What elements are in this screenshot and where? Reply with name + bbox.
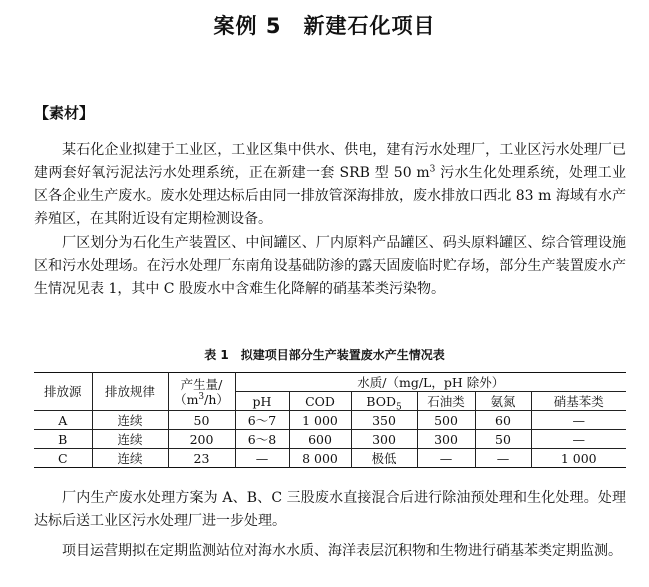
cubic-superscript: 3: [429, 164, 436, 175]
cell-pattern: 连续: [92, 449, 168, 468]
header-bod: [351, 392, 417, 411]
cell-oil: 300: [417, 430, 475, 449]
cell-cod: 600: [289, 430, 351, 449]
cell-source: B: [34, 430, 92, 449]
cell-ph: 6～7: [235, 411, 289, 430]
header-flow: [168, 373, 235, 411]
header-cod: COD: [289, 392, 351, 411]
header-oil: 石油类: [417, 392, 475, 411]
paragraph-4-text: 项目运营期拟在定期监测站位对海水水质、海洋表层沉积物和生物进行硝基苯类定期监测。: [62, 543, 622, 559]
cell-pattern: 连续: [92, 411, 168, 430]
paragraph-1: [34, 139, 626, 231]
header-ph: pH: [235, 392, 289, 411]
cell-nitro: 1 000: [531, 449, 626, 468]
header-bod-sub: 5: [395, 402, 402, 412]
cell-flow: 23: [168, 449, 235, 468]
header-flow-unit-b: /h）: [204, 391, 229, 407]
cell-flow: 200: [168, 430, 235, 449]
cell-cod: 1 000: [289, 411, 351, 430]
cell-bod: 300: [351, 430, 417, 449]
cell-bod: 极低: [351, 449, 417, 468]
cell-bod: 350: [351, 411, 417, 430]
header-flow-unit-sup: 3: [198, 391, 205, 402]
cell-nitro: —: [531, 430, 626, 449]
paragraph-1-text-a: 某石化企业拟建于工业区，工业区集中供水、供电，建有污水处理厂，工业区污水处理厂已建两套好氧污泥法污水处理系统，正在新建一套 SRB 型 50 m: [34, 142, 626, 181]
paragraph-2-text: 厂区划分为石化生产装置区、中间罐区、厂内原料产品罐区、码头原料罐区、综合管理设施区和污水处理场。在污水处理厂东南角设基础防渗的露天固废临时贮存场，部分生产装置废水产生情况见表 1，其中 C 股废水中含难生化降解的硝基苯类污染物。: [34, 235, 626, 297]
header-ammonia: 氨氮: [475, 392, 531, 411]
cell-oil: 500: [417, 411, 475, 430]
paragraph-2: [34, 232, 626, 301]
header-quality: 水质/（mg/L，pH 除外）: [235, 373, 626, 392]
cell-nitro: —: [531, 411, 626, 430]
paragraph-3-text: 厂内生产废水处理方案为 A、B、C 三股废水直接混合后进行除油预处理和生化处理。处理达标后送工业区污水处理厂进一步处理。: [34, 490, 626, 529]
cell-ph: 6～8: [235, 430, 289, 449]
table-row: [34, 411, 626, 430]
cell-pattern: 连续: [92, 430, 168, 449]
table-caption: 表 1 拟建项目部分生产装置废水产生情况表: [204, 348, 445, 362]
wastewater-table: [34, 372, 626, 468]
paragraph-4: [34, 540, 626, 563]
cell-oil: —: [417, 449, 475, 468]
cell-source: C: [34, 449, 92, 468]
page-title: 案例 5 新建石化项目: [213, 14, 436, 38]
header-pattern: 排放规律: [92, 373, 168, 411]
cell-flow: 50: [168, 411, 235, 430]
paragraph-3: [34, 487, 626, 533]
header-flow-line1: 产生量/: [180, 376, 223, 392]
paragraph-1-text-b: 污水生化处理系统，处理工业区各企业生产废水。废水处理达标后由同一排放管深海排放，废水排放口西北 83 m 海域有水产养殖区，在其附近设有定期检测设备。: [34, 165, 627, 227]
cell-ph: —: [235, 449, 289, 468]
cell-ammonia: —: [475, 449, 531, 468]
header-nitro: 硝基苯类: [531, 392, 626, 411]
cell-ammonia: 50: [475, 430, 531, 449]
cell-ammonia: 60: [475, 411, 531, 430]
table-row: [34, 449, 626, 468]
cell-source: A: [34, 411, 92, 430]
cell-cod: 8 000: [289, 449, 351, 468]
section-label: 【素材】: [34, 104, 95, 122]
header-flow-unit-a: （m: [174, 391, 199, 407]
table-row: [34, 430, 626, 449]
header-bod-main: BOD: [366, 393, 396, 409]
header-source: 排放源: [34, 373, 92, 411]
